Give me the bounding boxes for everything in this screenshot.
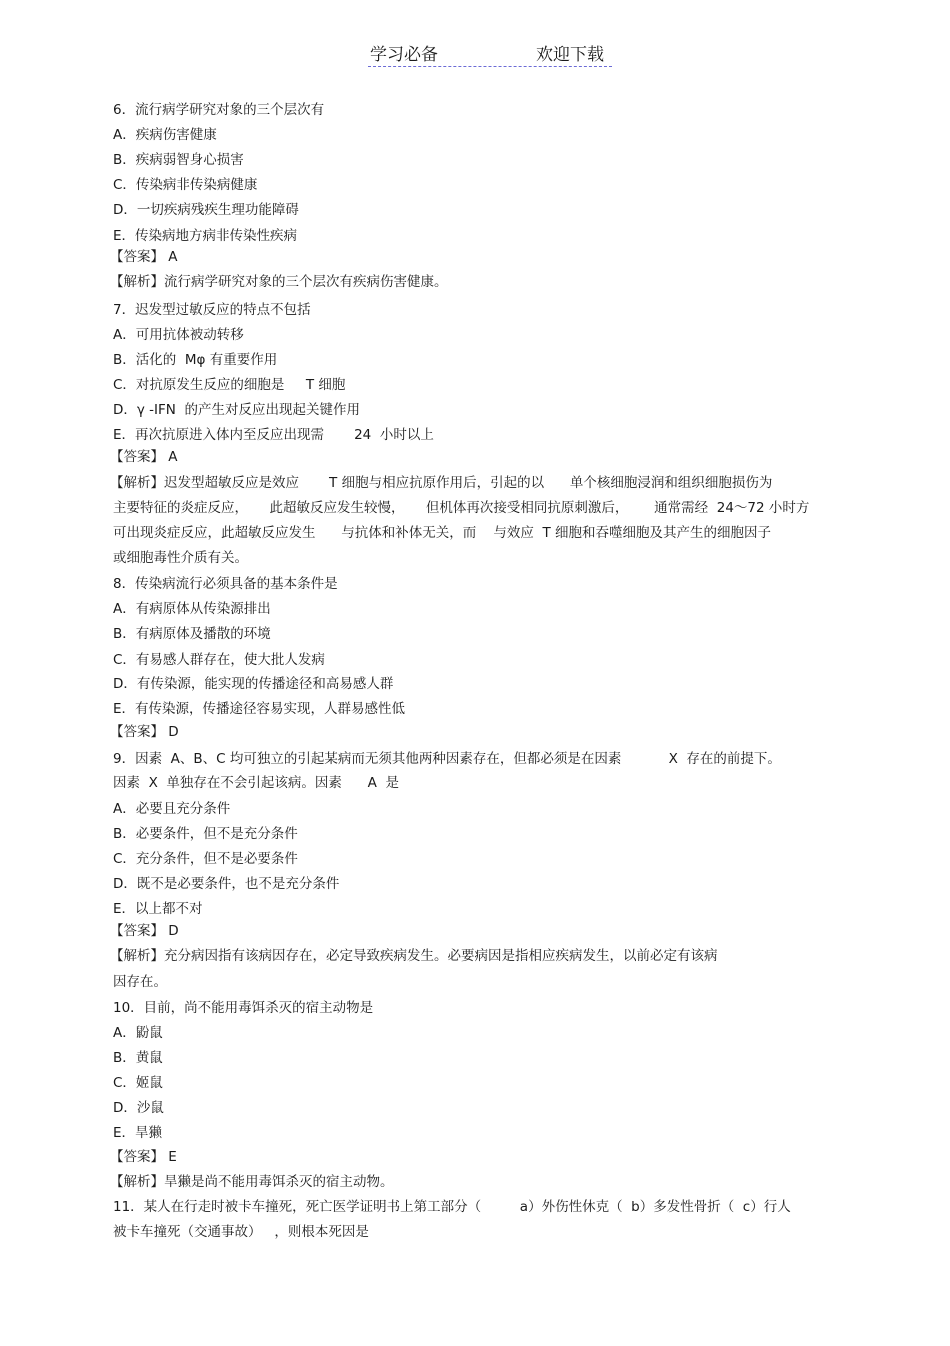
answer-line: 【答案】 A — [110, 249, 178, 265]
explanation-line: 【解析】流行病学研究对象的三个层次有疾病伤害健康。 — [110, 274, 448, 290]
option-line: D．一切疾病残疾生理功能障碍 — [113, 202, 299, 218]
option-line: A．有病原体从传染源排出 — [113, 601, 271, 617]
question-11-stem-cont: 被卡车撞死（交通事故） ，则根本死因是 — [113, 1224, 369, 1240]
question-9-stem-cont: 因素 X 单独存在不会引起该病。因素 A 是 — [113, 775, 399, 791]
page-header — [368, 40, 612, 67]
option-line: C．有易感人群存在，使大批人发病 — [113, 652, 325, 668]
question-9-stem: 9．因素 A、B、C 均可独立的引起某病而无须其他两种因素存在，但都必须是在因素 X 存在的前提下。 — [113, 751, 781, 767]
answer-line: 【答案】 D — [110, 923, 179, 939]
explanation-line: 【解析】充分病因指有该病因存在，必定导致疾病发生。必要病因是指相应疾病发生，以前必定有该病 — [110, 948, 718, 964]
option-line: A．必要且充分条件 — [113, 801, 231, 817]
option-line: D．有传染源，能实现的传播途径和高易感人群 — [113, 676, 394, 692]
option-line: E．旱獭 — [113, 1125, 163, 1141]
question-6-stem: 6．流行病学研究对象的三个层次有 — [113, 102, 325, 118]
option-line: E．再次抗原进入体内至反应出现需 24 小时以上 — [113, 427, 434, 443]
option-line: C．充分条件，但不是必要条件 — [113, 851, 298, 867]
option-line: E．有传染源，传播途径容易实现，人群易感性低 — [113, 701, 406, 717]
option-line: C．对抗原发生反应的细胞是 T 细胞 — [113, 377, 346, 393]
explanation-line: 或细胞毒性介质有关。 — [113, 550, 248, 566]
option-line: A．鼢鼠 — [113, 1025, 163, 1041]
question-8-stem: 8．传染病流行必须具备的基本条件是 — [113, 576, 338, 592]
option-line: C．传染病非传染病健康 — [113, 177, 258, 193]
explanation-line: 可出现炎症反应，此超敏反应发生 与抗体和补体无关，而 与效应 T 细胞和吞噬细胞及其产生的细胞因子 — [113, 525, 772, 541]
option-line: D．γ -IFN 的产生对反应出现起关键作用 — [113, 402, 360, 418]
option-line: B．有病原体及播散的环境 — [113, 626, 271, 642]
option-line: E．传染病地方病非传染性疾病 — [113, 228, 298, 244]
answer-line: 【答案】 E — [110, 1149, 177, 1165]
explanation-line: 因存在。 — [113, 974, 167, 990]
option-line: B．必要条件，但不是充分条件 — [113, 826, 298, 842]
option-line: D．沙鼠 — [113, 1100, 164, 1116]
option-line: A．可用抗体被动转移 — [113, 327, 244, 343]
explanation-line: 【解析】迟发型超敏反应是效应 T 细胞与相应抗原作用后，引起的以 单个核细胞浸润和组织细胞损伤为 — [110, 475, 773, 491]
question-7-stem: 7．迟发型过敏反应的特点不包括 — [113, 302, 311, 318]
answer-line: 【答案】 D — [110, 724, 179, 740]
explanation-line: 主要特征的炎症反应， 此超敏反应发生较慢， 但机体再次接受相同抗原刺激后， 通常需经 24～72 小时方 — [113, 500, 810, 516]
question-11-stem: 11．某人在行走时被卡车撞死，死亡医学证明书上第工部分（ a）外伤性休克（ b）多发性骨折（ c）行人 — [113, 1199, 791, 1215]
option-line: B．黄鼠 — [113, 1050, 163, 1066]
question-10-stem: 10．目前，尚不能用毒饵杀灭的宿主动物是 — [113, 1000, 374, 1016]
answer-line: 【答案】 A — [110, 449, 178, 465]
option-line: A．疾病伤害健康 — [113, 127, 217, 143]
option-line: D．既不是必要条件，也不是充分条件 — [113, 876, 340, 892]
option-line: E．以上都不对 — [113, 901, 203, 917]
header-right-text: 欢迎下载 — [536, 45, 604, 65]
explanation-line: 【解析】旱獭是尚不能用毒饵杀灭的宿主动物。 — [110, 1174, 394, 1190]
option-line: B．疾病弱智身心损害 — [113, 152, 244, 168]
option-line: C．姬鼠 — [113, 1075, 163, 1091]
header-left-text: 学习必备 — [370, 45, 438, 65]
option-line: B．活化的 Mφ 有重要作用 — [113, 352, 278, 368]
